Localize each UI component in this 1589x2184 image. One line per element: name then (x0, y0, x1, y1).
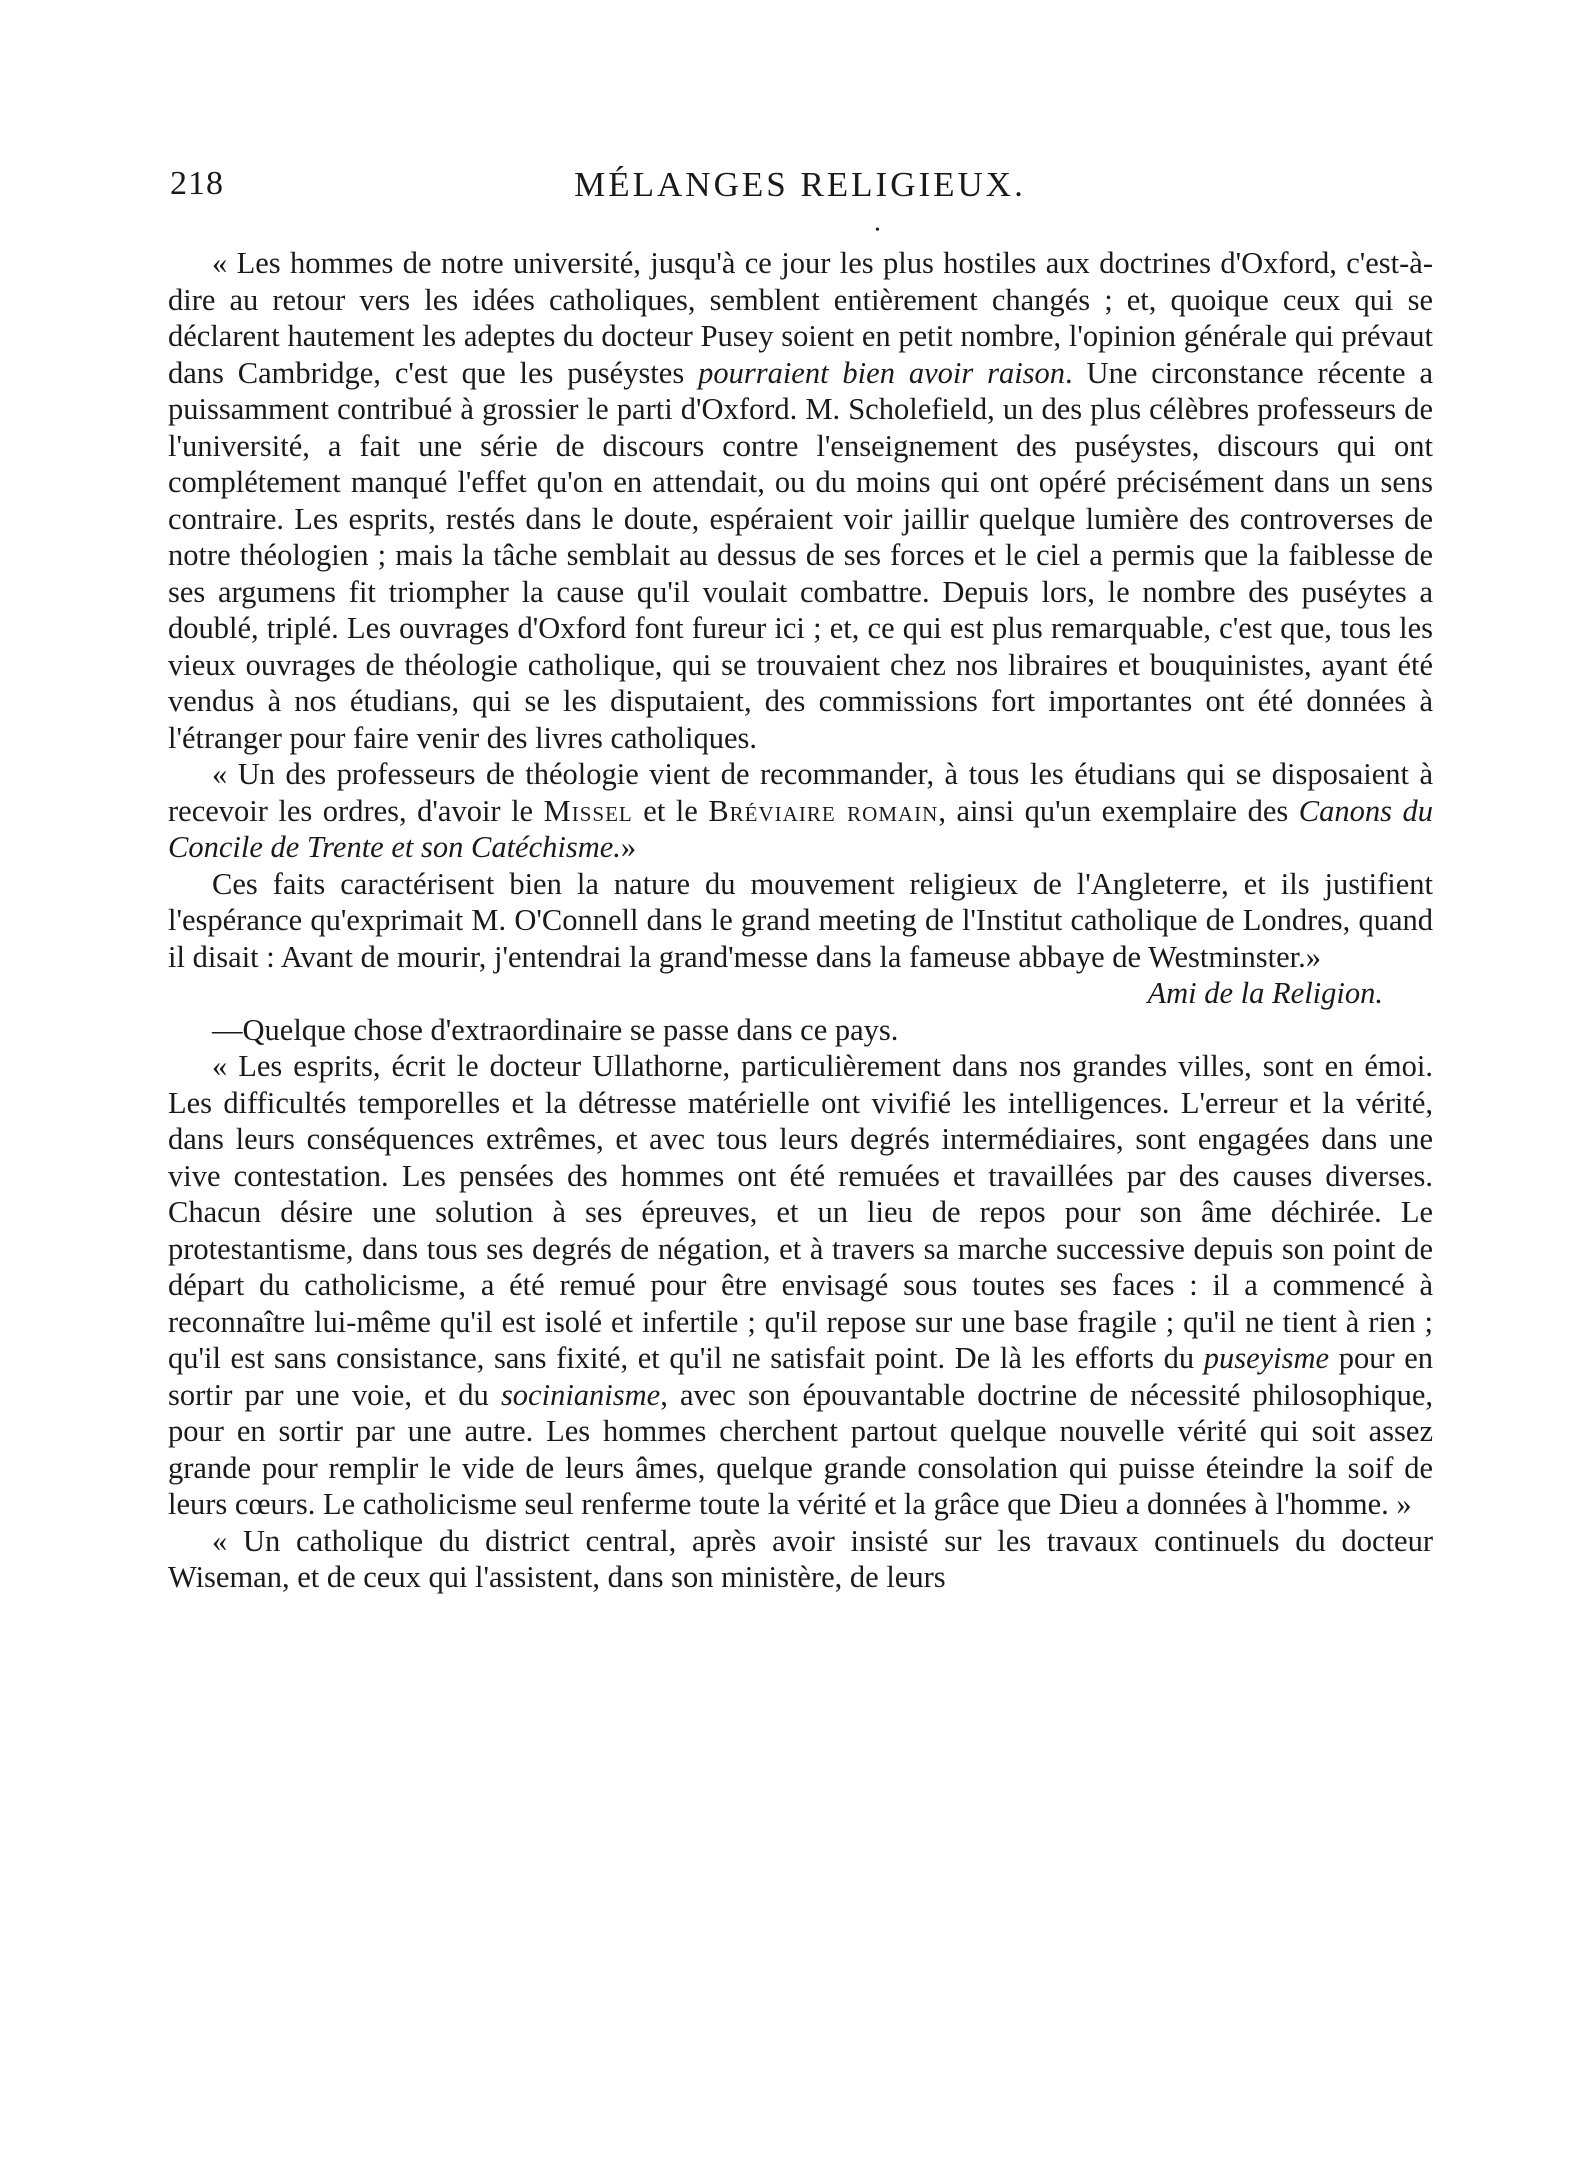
paragraph (168, 1523, 1433, 1596)
text-segment: « Un catholique du district central, après avoir insisté sur les travaux continuels du docteur Wiseman, et de ceux qui l'assistent, dans son ministère, de leurs (168, 1523, 1433, 1594)
page-body (168, 245, 1433, 1596)
paragraph (168, 1012, 1433, 1049)
text-segment: « Les hommes de notre université, jusqu'à ce jour les plus hostiles aux doctrines d'Oxford, c'est-à-dire au retour vers les idées catholiques, semblent entièrement changés ; et, quoique ceux qui se déclarent hautement les adeptes du docteur Pusey soient en petit nombre, l'opinion générale qui prévaut dans Cambridge, c'est que les puséystes (168, 246, 1433, 390)
paragraph (168, 866, 1433, 976)
paragraph (168, 1048, 1433, 1523)
italic-text: Ami de la Religion. (1147, 976, 1383, 1010)
paragraph (168, 245, 1433, 756)
text-segment: , avec son épouvantable doctrine de nécessité philosophique, pour en sortir par une autre. Les hommes cherchent partout quelque nouvelle vérité qui soit assez grande pour remplir le vide de leurs âmes, quelque grande consolation qui puisse éteindre la soif de leurs cœurs. Le catholicisme seul renferme toute la vérité et la grâce que Dieu a données à l'homme. » (168, 1377, 1433, 1521)
text-segment: Ces faits caractérisent bien la nature du mouvement religieux de l'Angleterre, et ils justifient l'espérance qu'exprimait M. O'Connell dans le grand meeting de l'Institut catholique de Londres, quand il disait : Avant de mourir, j'entendrai la grand'messe dans la fameuse abbaye de Westminster.» (168, 866, 1433, 974)
text-segment: pour en sortir par une voie, et du (168, 1341, 1434, 1412)
italic-text: puseyisme (1203, 1341, 1330, 1375)
paragraph (168, 756, 1433, 866)
small-caps-text: Bréviaire romain (708, 793, 939, 828)
italic-text: socinianisme (500, 1377, 661, 1412)
text-segment: « Les esprits, écrit le docteur Ullathorne, particulièrement dans nos grandes villes, sont en émoi. Les difficultés temporelles et la détresse matérielle ont vivifié les intelligences. L'erreur et la vérité, dans leurs conséquences extrêmes, et avec tous leurs degrés intermédiaires, sont engagées dans une vive contestation. Les pensées des hommes ont été remuées et travaillées par des causes diverses. Chacun désire une solution à ses épreuves, et un lieu de repos pour son âme déchirée. Le protestantisme, dans tous ses degrés de négation, et à travers sa marche successive depuis son point de départ du catholicisme, a été remué pour être envisagé sous toutes ses faces : il a commencé à reconnaître lui-même qu'il est isolé et infertile ; qu'il repose sur une base fragile ; qu'il ne tient à rien ; qu'il est sans consistance, sans fixité, et qu'il ne satisfait point. De là les efforts du (168, 1049, 1433, 1375)
page-number: 218 (170, 165, 224, 202)
page-header (170, 165, 1430, 238)
italic-text: Canons du Concile de Trente et son Catéchisme. (168, 793, 1433, 864)
text-segment: —Quelque chose d'extraordinaire se passe dans ce pays. (212, 1012, 899, 1047)
source-attribution (168, 975, 1433, 1012)
text-segment: et le (632, 793, 709, 828)
text-segment: « Un des professeurs de théologie vient de recommander, à tous les étudians qui se disposaient à recevoir les ordres, d'avoir le (168, 757, 1433, 828)
text-segment: » (620, 830, 637, 864)
italic-text: pourraient bien avoir raison (698, 355, 1066, 390)
text-segment: , ainsi qu'un exemplaire des (938, 793, 1299, 828)
small-caps-text: Missel (543, 793, 633, 828)
running-title: MÉLANGES RELIGIEUX. (574, 165, 1026, 204)
header-ornament: • (875, 223, 880, 238)
text-segment: . Une circonstance récente a puissamment contribué à grossier le parti d'Oxford. M. Scholefield, un des plus célèbres professeurs de l'université, a fait une série de discours contre l'enseignement des puséystes, discours qui ont complétement manqué l'effet qu'on en attendait, ou du moins qui ont opéré précisément dans un sens contraire. Les esprits, restés dans le doute, espéraient voir jaillir quelque lumière des controverses de notre théologien ; mais la tâche semblait au dessus de ses forces et le ciel a permis que la faiblesse de ses argumens fit triompher la cause qu'il voulait combattre. Depuis lors, le nombre des puséytes a doublé, triplé. Les ouvrages d'Oxford font fureur ici ; et, ce qui est plus remarquable, c'est que, tous les vieux ouvrages de théologie catholique, qui se trouvaient chez nos libraires et bouquinistes, ayant été vendus à nos étudians, qui se les disputaient, des commissions fort importantes ont été données à l'étranger pour faire venir des livres catholiques. (168, 355, 1433, 755)
